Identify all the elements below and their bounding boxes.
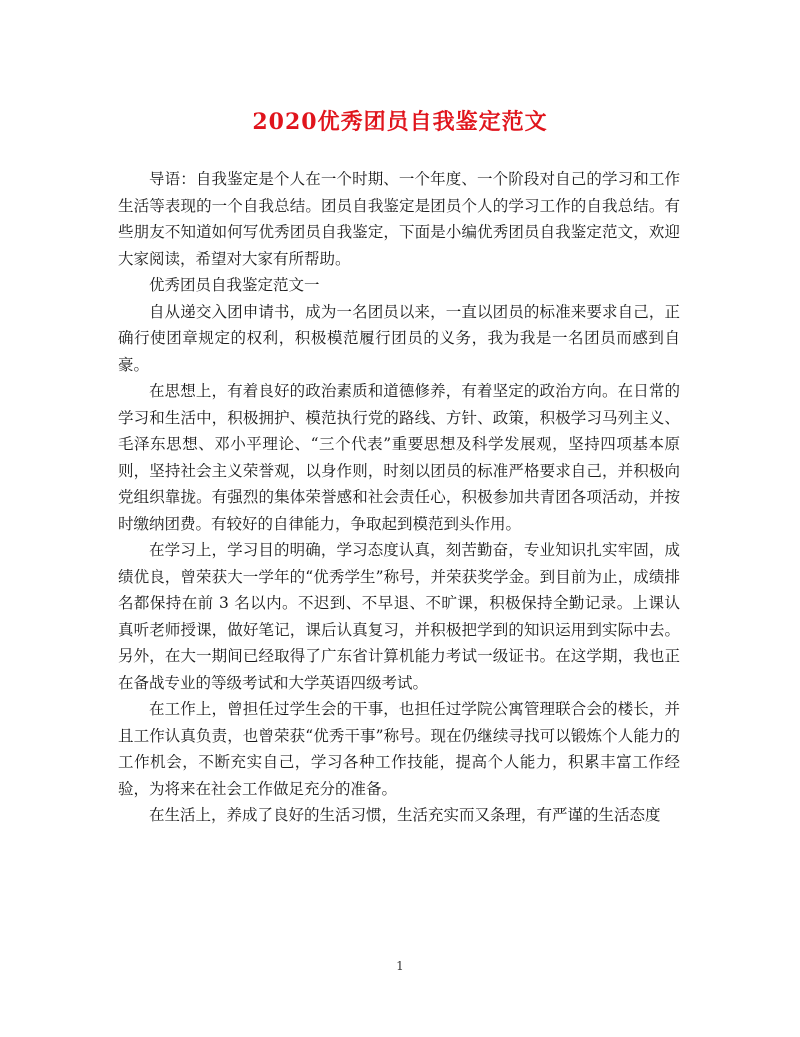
paragraph-life: 在生活上，养成了良好的生活习惯，生活充实而又条理，有严谨的生活态度 [149, 806, 661, 824]
paragraph-section-heading: 优秀团员自我鉴定范文一 [149, 276, 320, 294]
paragraph-study: 在学习上，学习目的明确，学习态度认真，刻苦勤奋，专业知识扎实牢固，成绩优良，曾荣获大一学年的“优秀学生”称号，并荣获奖学金。到目前为止，成绩排名都保持在前 3 名以内。不迟到、不早退、不旷课，积极保持全勤记录。上课认真听老师授课，做好笔记，课后认真复习，并积极把学到的知识运用到实际中去。另外，在大一期间已经取得了广东省计算机能力考试一级证书。在这学期，我也正在备战专业的等级考试和大学英语四级考试。 [118, 541, 680, 692]
page-number: 1 [396, 959, 404, 973]
paragraph-opening: 自从递交入团申请书，成为一名团员以来，一直以团员的标准来要求自己，正确行使团章规定的权利，积极模范履行团员的义务，我为我是一名团员而感到自豪。 [118, 302, 680, 374]
document-title: 2020优秀团员自我鉴定范文 [252, 109, 548, 135]
paragraph-work: 在工作上，曾担任过学生会的干事，也担任过学院公寓管理联合会的楼长，并且工作认真负责，也曾荣获“优秀干事”称号。现在仍继续寻找可以锻炼个人能力的工作机会，不断充实自己，学习各种工作技能，提高个人能力，积累丰富工作经验，为将来在社会工作做足充分的准备。 [118, 700, 680, 798]
paragraph-ideology: 在思想上，有着良好的政治素质和道德修养，有着坚定的政治方向。在日常的学习和生活中，积极拥护、模范执行党的路线、方针、政策，积极学习马列主义、毛泽东思想、邓小平理论、“三个代表”重要思想及科学发展观，坚持四项基本原则，坚持社会主义荣誉观，以身作则，时刻以团员的标准严格要求自己，并积极向党组织靠拢。有强烈的集体荣誉感和社会责任心，积极参加共青团各项活动，并按时缴纳团费。有较好的自律能力，争取起到模范到头作用。 [118, 382, 680, 533]
document-body [118, 166, 680, 829]
paragraph-intro: 导语：自我鉴定是个人在一个时期、一个年度、一个阶段对自己的学习和工作生活等表现的一个自我总结。团员自我鉴定是团员个人的学习工作的自我总结。有些朋友不知道如何写优秀团员自我鉴定，下面是小编优秀团员自我鉴定范文，欢迎大家阅读，希望对大家有所帮助。 [118, 170, 680, 268]
